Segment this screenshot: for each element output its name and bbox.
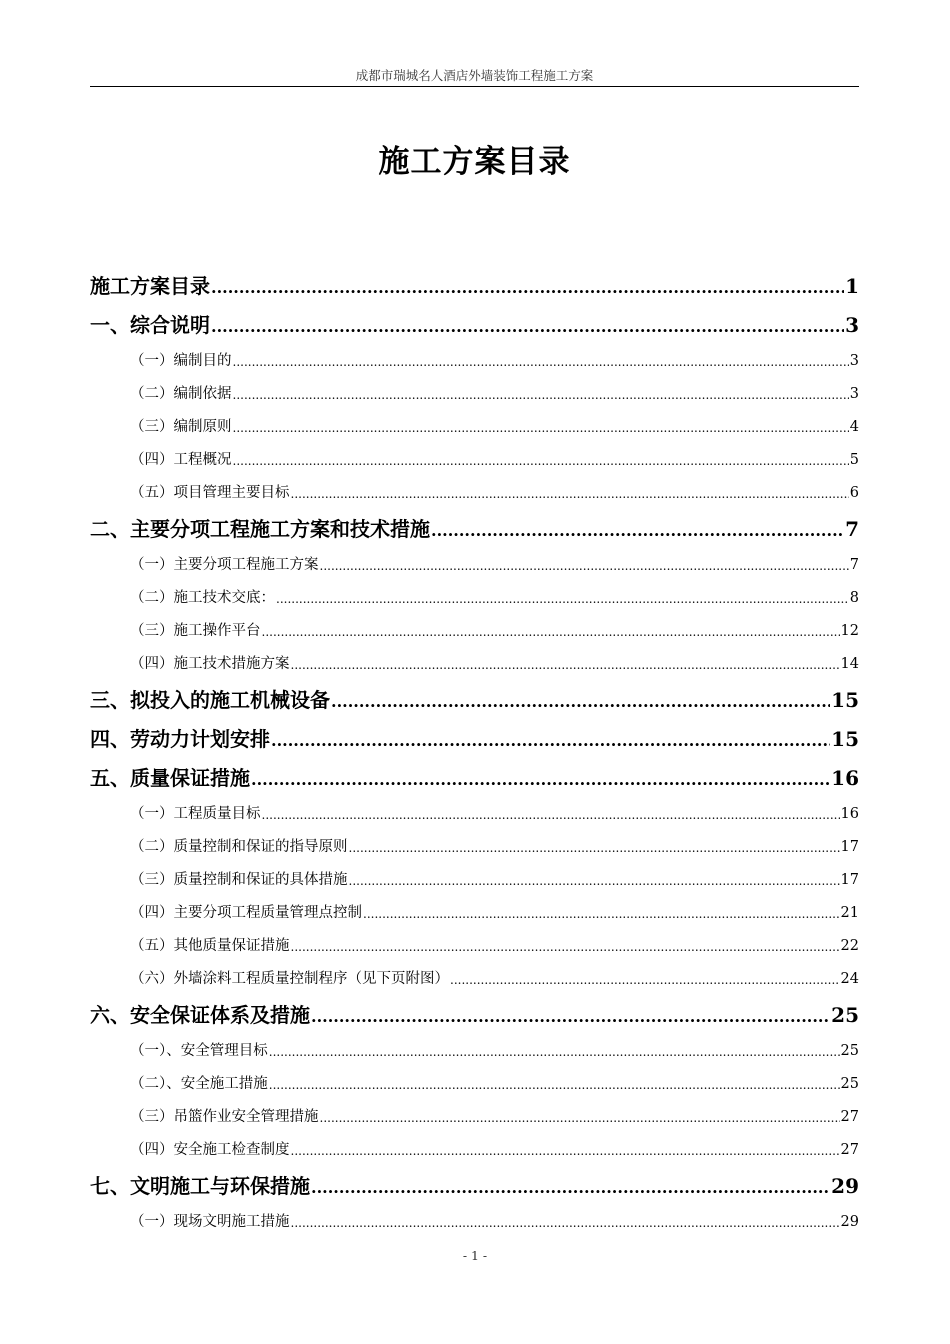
dot-leader xyxy=(271,733,830,749)
toc-page-number: 24 xyxy=(840,970,859,987)
page-header: 成都市瑞城名人酒店外墙装饰工程施工方案 xyxy=(90,66,859,87)
toc-subsection-entry[interactable] xyxy=(90,368,859,401)
toc-section-entry[interactable] xyxy=(90,986,859,1025)
toc-page-number: 15 xyxy=(831,688,859,712)
toc-entry-title: （四）施工技术措施方案 xyxy=(130,655,290,672)
toc-subsection-entry[interactable] xyxy=(90,605,859,638)
toc-page-number: 16 xyxy=(840,805,859,822)
toc-section-entry[interactable] xyxy=(90,262,859,296)
toc-entry-title: 三、拟投入的施工机械设备 xyxy=(90,688,330,712)
dot-leader xyxy=(233,356,849,368)
dot-leader xyxy=(211,280,844,296)
toc-page-number: 16 xyxy=(831,766,859,790)
document-title: 施工方案目录 xyxy=(378,144,571,180)
toc-entry-title: （三）质量控制和保证的具体措施 xyxy=(130,871,348,888)
toc-subsection-entry[interactable] xyxy=(90,539,859,572)
toc-page-number: 25 xyxy=(840,1075,859,1092)
toc-page-number: 22 xyxy=(840,937,859,954)
toc-page-number: 5 xyxy=(849,451,859,468)
toc-entry-title: （一）、安全管理目标 xyxy=(130,1042,268,1059)
dot-leader xyxy=(211,319,844,335)
toc-section-entry[interactable] xyxy=(90,296,859,335)
toc-page-number: 25 xyxy=(840,1042,859,1059)
dot-leader xyxy=(431,523,844,539)
toc-subsection-entry[interactable] xyxy=(90,1058,859,1091)
dot-leader xyxy=(269,1046,840,1058)
toc-entry-title: 二、主要分项工程施工方案和技术措施 xyxy=(90,517,430,541)
toc-subsection-entry[interactable] xyxy=(90,821,859,854)
toc-subsection-entry[interactable] xyxy=(90,920,859,953)
dot-leader xyxy=(233,455,849,467)
dot-leader xyxy=(291,1145,840,1157)
toc-entry-title: （四）工程概况 xyxy=(130,451,232,468)
dot-leader xyxy=(349,842,840,854)
dot-leader xyxy=(320,1112,840,1124)
dot-leader xyxy=(291,659,840,671)
toc-subsection-entry[interactable] xyxy=(90,953,859,986)
dot-leader xyxy=(450,974,840,986)
toc-page-number: 8 xyxy=(849,589,859,606)
toc-entry-title: （三）施工操作平台 xyxy=(130,622,261,639)
toc-page-number: 29 xyxy=(840,1213,859,1230)
dot-leader xyxy=(311,1009,830,1025)
toc-page-number: 12 xyxy=(840,622,859,639)
toc-page-number: 14 xyxy=(840,655,859,672)
toc-page-number: 15 xyxy=(831,727,859,751)
toc-subsection-entry[interactable] xyxy=(90,335,859,368)
toc-entry-title: 施工方案目录 xyxy=(90,274,210,298)
toc-entry-title: （一）现场文明施工措施 xyxy=(130,1213,290,1230)
dot-leader xyxy=(291,1217,840,1229)
toc-page-number: 17 xyxy=(840,871,859,888)
dot-leader xyxy=(233,389,849,401)
toc-subsection-entry[interactable] xyxy=(90,467,859,500)
dot-leader xyxy=(276,593,849,605)
toc-entry-title: （三）编制原则 xyxy=(130,418,232,435)
dot-leader xyxy=(291,941,840,953)
toc-page-number: 27 xyxy=(840,1141,859,1158)
toc-section-entry[interactable] xyxy=(90,671,859,710)
toc-entry-title: （四）安全施工检查制度 xyxy=(130,1141,290,1158)
toc-entry-title: 四、劳动力计划安排 xyxy=(90,727,270,751)
dot-leader xyxy=(363,908,840,920)
dot-leader xyxy=(233,422,849,434)
toc-subsection-entry[interactable] xyxy=(90,572,859,605)
dot-leader xyxy=(311,1180,830,1196)
toc-page-number: 29 xyxy=(831,1174,859,1198)
dot-leader xyxy=(251,772,830,788)
toc-entry-title: （一）主要分项工程施工方案 xyxy=(130,556,319,573)
toc-entry-title: （一）编制目的 xyxy=(130,352,232,369)
toc-page-number: 6 xyxy=(849,484,859,501)
toc-page-number: 3 xyxy=(845,313,859,337)
toc-entry-title: （三）吊篮作业安全管理措施 xyxy=(130,1108,319,1125)
toc-page-number: 3 xyxy=(849,352,859,369)
toc-page-number: 17 xyxy=(840,838,859,855)
toc-section-entry[interactable] xyxy=(90,749,859,788)
toc-entry-title: （二）编制依据 xyxy=(130,385,232,402)
toc-entry-title: （二）、安全施工措施 xyxy=(130,1075,268,1092)
toc-subsection-entry[interactable] xyxy=(90,1025,859,1058)
toc-entry-title: 一、综合说明 xyxy=(90,313,210,337)
toc-page-number: 21 xyxy=(840,904,859,921)
toc-page-number: 7 xyxy=(849,556,859,573)
toc-page-number: 7 xyxy=(845,517,859,541)
toc-section-entry[interactable] xyxy=(90,500,859,539)
toc-subsection-entry[interactable] xyxy=(90,788,859,821)
toc-page-number: 25 xyxy=(831,1003,859,1027)
toc-page-number: 1 xyxy=(845,274,859,298)
dot-leader xyxy=(262,809,840,821)
toc-subsection-entry[interactable] xyxy=(90,1124,859,1157)
toc-subsection-entry[interactable] xyxy=(90,1091,859,1124)
toc-subsection-entry[interactable] xyxy=(90,638,859,671)
toc-page-number: 3 xyxy=(849,385,859,402)
toc-page-number: 4 xyxy=(849,418,859,435)
toc-entry-title: （五）项目管理主要目标 xyxy=(130,484,290,501)
toc-entry-title: 七、文明施工与环保措施 xyxy=(90,1174,310,1198)
toc-entry-title: 六、安全保证体系及措施 xyxy=(90,1003,310,1027)
dot-leader xyxy=(262,626,840,638)
toc-section-entry[interactable] xyxy=(90,710,859,749)
toc-subsection-entry[interactable] xyxy=(90,887,859,920)
toc-subsection-entry[interactable] xyxy=(90,434,859,467)
toc-section-entry[interactable] xyxy=(90,1157,859,1196)
toc-entry-title: （一）工程质量目标 xyxy=(130,805,261,822)
toc-entry-title: （四）主要分项工程质量管理点控制 xyxy=(130,904,362,921)
dot-leader xyxy=(349,875,840,887)
toc-entry-title: （二）质量控制和保证的指导原则 xyxy=(130,838,348,855)
toc-page-number: 27 xyxy=(840,1108,859,1125)
dot-leader xyxy=(269,1079,840,1091)
toc-entry-title: 五、质量保证措施 xyxy=(90,766,250,790)
toc-subsection-entry[interactable] xyxy=(90,401,859,434)
toc-subsection-entry[interactable] xyxy=(90,1196,859,1229)
toc-entry-title: （二）施工技术交底： xyxy=(130,589,275,606)
dot-leader xyxy=(320,560,849,572)
table-of-contents xyxy=(90,262,859,1229)
dot-leader xyxy=(331,694,830,710)
page-number: - 1 - xyxy=(462,1248,488,1263)
toc-subsection-entry[interactable] xyxy=(90,854,859,887)
toc-entry-title: （五）其他质量保证措施 xyxy=(130,937,290,954)
dot-leader xyxy=(291,488,849,500)
toc-entry-title: （六）外墙涂料工程质量控制程序（见下页附图） xyxy=(130,970,449,987)
